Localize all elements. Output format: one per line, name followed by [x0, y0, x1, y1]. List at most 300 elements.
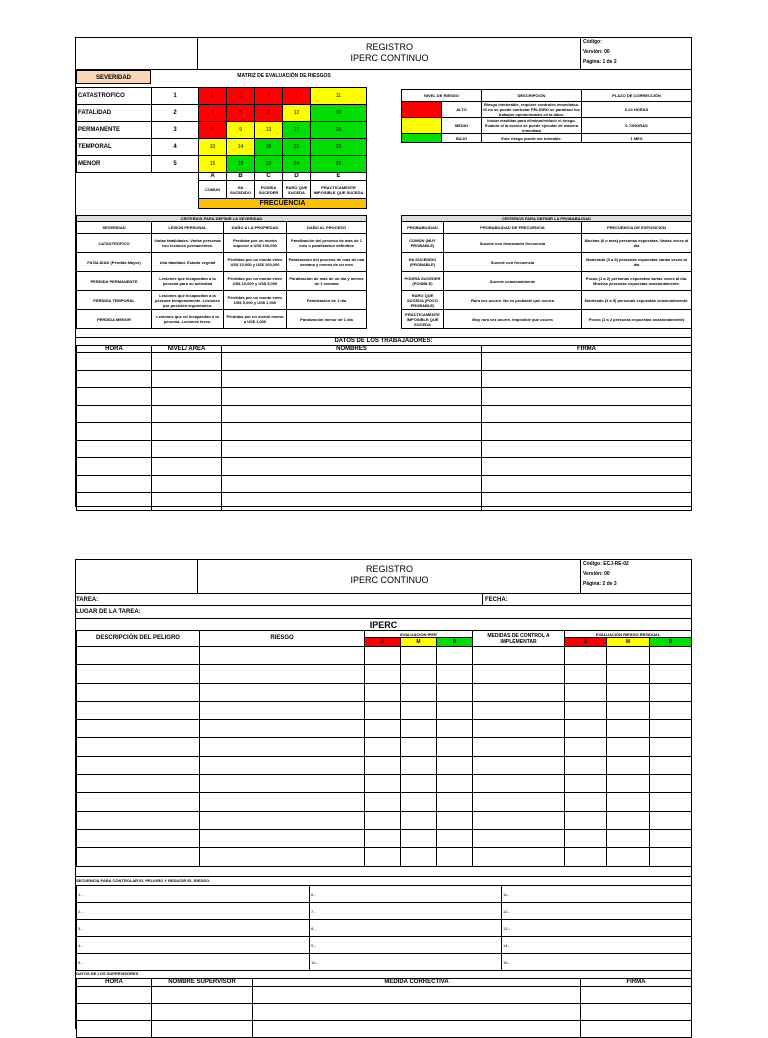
- crit-sev-cell: Varias fatalidades. Varias personas con lesiones permanentes.: [152, 234, 224, 253]
- iper-a-cell[interactable]: [365, 793, 401, 811]
- freq-label: PODRIA SUCEDER: [255, 181, 283, 199]
- matrix-cell: 17: [283, 122, 311, 139]
- tarea-label: TAREA:: [76, 597, 99, 603]
- nivel-plazo: 0-72HORAS: [582, 118, 692, 134]
- crit-sev-cell: FATALIDAD (Perdida Mayor): [77, 253, 152, 272]
- iper-m-cell[interactable]: [401, 793, 437, 811]
- secuencia-step[interactable]: 8.-: [310, 920, 502, 937]
- crit-prob-cell: Pocas (1 a 2) personas expuestas varias veces al día. Muchas personas expuestas ocasionalmente.: [582, 272, 692, 291]
- fecha-label: FECHA:: [482, 594, 508, 606]
- residual-m-cell[interactable]: [607, 720, 650, 738]
- iper-a-cell[interactable]: [365, 720, 401, 738]
- iper-a-cell[interactable]: [365, 683, 401, 701]
- worker-nombre-cell[interactable]: [222, 475, 482, 493]
- secuencia-row: [77, 937, 692, 954]
- matriz-title: MATRIZ DE EVALUACIÓN DE RIESGOS: [237, 73, 331, 79]
- residual-a-cell[interactable]: [565, 701, 607, 719]
- residual-b-cell[interactable]: [650, 738, 692, 756]
- worker-hora-cell[interactable]: [77, 440, 152, 458]
- residual-b-cell[interactable]: [650, 756, 692, 774]
- worker-row: [77, 458, 692, 476]
- residual-b-cell[interactable]: [650, 811, 692, 829]
- iperc-table: [76, 630, 692, 867]
- iper-m-cell[interactable]: [401, 701, 437, 719]
- matrix-cell: 2: [227, 88, 255, 105]
- medidas-cell[interactable]: [473, 829, 565, 847]
- iper-a: A: [365, 638, 401, 647]
- residual-a-cell[interactable]: [565, 848, 607, 866]
- nivel-color-swatch: [402, 118, 442, 134]
- iper-m-cell[interactable]: [401, 775, 437, 793]
- residual-b-cell[interactable]: [650, 665, 692, 683]
- codigo: Código:: [583, 39, 602, 45]
- secuencia-step[interactable]: 15.-: [502, 954, 692, 971]
- crit-sev-cell: PERDIDA MENOR: [77, 310, 152, 329]
- severity-number: 1: [152, 88, 199, 105]
- worker-hora-cell[interactable]: [77, 423, 152, 441]
- sup-hora-cell[interactable]: [77, 987, 152, 1004]
- iperc-row: [77, 701, 692, 719]
- residual-m-cell[interactable]: [607, 829, 650, 847]
- header2-title: [198, 564, 581, 586]
- frecuencia-label: FRECUENCIA: [199, 199, 367, 209]
- peligro-cell[interactable]: [77, 647, 200, 665]
- worker-firma-cell[interactable]: [482, 440, 692, 458]
- workers-table: [76, 345, 692, 511]
- crit-prob-cell: RARO QUE SUCEDA (POCO PROBABLE): [402, 291, 444, 310]
- residual-m-cell[interactable]: [607, 811, 650, 829]
- title2-registro: REGISTRO: [365, 564, 413, 574]
- sup-firma-header: FIRMA: [581, 979, 692, 987]
- residual-b-cell[interactable]: [650, 701, 692, 719]
- matrix-cell: 14: [227, 139, 255, 156]
- riesgo-cell[interactable]: [200, 811, 365, 829]
- nivel-plazo: 1 MES: [582, 134, 692, 143]
- worker-area-cell[interactable]: [152, 388, 222, 406]
- sup-firma-cell[interactable]: [581, 1004, 692, 1021]
- worker-nombre-cell[interactable]: [222, 353, 482, 371]
- medidas-cell[interactable]: [473, 665, 565, 683]
- iper-a-cell[interactable]: [365, 738, 401, 756]
- iper-a-cell[interactable]: [365, 848, 401, 866]
- crit-sev-cell: Pérdidas por un monto menor a US$ 1,000: [224, 310, 287, 329]
- worker-area-cell[interactable]: [152, 475, 222, 493]
- residual-b-cell[interactable]: [650, 683, 692, 701]
- secuencia-step[interactable]: 4.-: [77, 937, 310, 954]
- severity-number: 2: [152, 105, 199, 122]
- matrix-cell: 6: [199, 122, 227, 139]
- secuencia-row: [77, 920, 692, 937]
- matrix-cell: 9: [227, 122, 255, 139]
- residual-m-cell[interactable]: [607, 793, 650, 811]
- matrix-cell: 7: [283, 88, 311, 105]
- secuencia-table: [76, 885, 692, 971]
- secuencia-step[interactable]: 3.-: [77, 920, 310, 937]
- header-logo-box: [76, 38, 198, 69]
- peligro-cell[interactable]: [77, 738, 200, 756]
- riesgo-cell[interactable]: [200, 829, 365, 847]
- matrix-cell: 1: [199, 88, 227, 105]
- sup-firma-cell[interactable]: [581, 987, 692, 1004]
- sup-medida-header: MEDIDA CORRECTIVA: [253, 979, 581, 987]
- pagina: Página: 1 de 2: [583, 59, 617, 65]
- freq-letter: D: [283, 173, 311, 181]
- iper-b-cell[interactable]: [437, 647, 473, 665]
- crit-prob-cell: Sucede ocasionalmente: [444, 272, 582, 291]
- worker-nombre-cell[interactable]: [222, 388, 482, 406]
- secuencia-step[interactable]: 7.-: [310, 903, 502, 920]
- crit-prob-cell: Rara vez ocurre. No es probable que ocurra: [444, 291, 582, 310]
- crit-sev-h3: DAÑO AL PROCESO: [287, 222, 367, 234]
- peligro-cell[interactable]: [77, 756, 200, 774]
- crit-prob-cell: PODRIA SUCEDER (POSIBLE): [402, 272, 444, 291]
- iper-b-cell[interactable]: [437, 738, 473, 756]
- worker-firma-cell[interactable]: [482, 423, 692, 441]
- residual-b-cell[interactable]: [650, 720, 692, 738]
- worker-firma-cell[interactable]: [482, 405, 692, 423]
- riesgo-cell[interactable]: [200, 647, 365, 665]
- crit-prob-cell: Sucede con demasiado frecuencia: [444, 234, 582, 253]
- freq-label: PRACTICAMENTE IMPOSIBLE QUE SUCEDA: [311, 181, 367, 199]
- matrix-cell: 15: [199, 156, 227, 173]
- worker-row: [77, 440, 692, 458]
- nivel-color-swatch: [402, 134, 442, 143]
- header-title: [198, 42, 581, 64]
- peligro-cell[interactable]: [77, 701, 200, 719]
- worker-hora-cell[interactable]: [77, 405, 152, 423]
- iper-b-cell[interactable]: [437, 720, 473, 738]
- iper-m-cell[interactable]: [401, 829, 437, 847]
- supervisor-row: [77, 1021, 692, 1038]
- title-registro: REGISTRO: [365, 42, 413, 52]
- secuencia-step[interactable]: 9.-: [310, 937, 502, 954]
- peligro-cell[interactable]: [77, 793, 200, 811]
- nivel-label: ALTO: [442, 102, 482, 118]
- residual-a-cell[interactable]: [565, 738, 607, 756]
- riesgo-cell[interactable]: [200, 775, 365, 793]
- worker-row: [77, 388, 692, 406]
- riesgo-cell[interactable]: [200, 793, 365, 811]
- peligro-cell[interactable]: [77, 665, 200, 683]
- residual-a-cell[interactable]: [565, 811, 607, 829]
- medidas-cell[interactable]: [473, 701, 565, 719]
- peligro-cell[interactable]: [77, 775, 200, 793]
- crit-prob-cell: Moderado (3 a 5) personas expuestas ocasionalmente.: [582, 291, 692, 310]
- sup-nombre-cell[interactable]: [152, 1004, 253, 1021]
- iper-b-cell[interactable]: [437, 811, 473, 829]
- iper-a-cell[interactable]: [365, 665, 401, 683]
- worker-hora-cell[interactable]: [77, 370, 152, 388]
- peligro-cell[interactable]: [77, 829, 200, 847]
- worker-firma-cell[interactable]: [482, 458, 692, 476]
- residual-m-cell[interactable]: [607, 775, 650, 793]
- residual-m-cell[interactable]: [607, 756, 650, 774]
- residual-a-cell[interactable]: [565, 775, 607, 793]
- riesgo-cell[interactable]: [200, 683, 365, 701]
- secuencia-step[interactable]: 11.-: [502, 886, 692, 903]
- matrix-cell: 25: [311, 156, 367, 173]
- iper-b-cell[interactable]: [437, 775, 473, 793]
- worker-area-cell[interactable]: [152, 458, 222, 476]
- crit-sev-cell: Paralización de 1 día: [287, 291, 367, 310]
- version2: Versión: 00: [583, 571, 610, 577]
- iper-a-cell[interactable]: [365, 829, 401, 847]
- peligro-cell[interactable]: [77, 848, 200, 866]
- frequency-table: [198, 172, 367, 209]
- medidas-header: MEDIDAS DE CONTROL A IMPLEMENTAR: [473, 631, 565, 647]
- crit-sev-cell: Pérdidas por un monto superior a US$ 100,000: [224, 234, 287, 253]
- iper-b: B: [437, 638, 473, 647]
- residual-m-cell[interactable]: [607, 647, 650, 665]
- iperc-row: [77, 756, 692, 774]
- residual-b: B: [650, 638, 692, 647]
- criterios-probabilidad-table: [401, 215, 692, 329]
- severity-label: FATALIDAD: [77, 105, 152, 122]
- residual-a-cell[interactable]: [565, 665, 607, 683]
- freq-label: HA SUCEDIDO: [227, 181, 255, 199]
- iperc-title: IPERC: [369, 620, 398, 630]
- nivel-riesgo-table: [401, 89, 692, 143]
- worker-hora-cell[interactable]: [77, 353, 152, 371]
- lugar-label: LUGAR DE LA TAREA:: [76, 609, 141, 615]
- riesgo-cell[interactable]: [200, 756, 365, 774]
- sup-nombre-cell[interactable]: [152, 987, 253, 1004]
- matrix-cell: 21: [283, 139, 311, 156]
- residual-b-cell[interactable]: [650, 775, 692, 793]
- worker-area-cell[interactable]: [152, 353, 222, 371]
- secuencia-step[interactable]: 12.-: [502, 903, 692, 920]
- iper-a-cell[interactable]: [365, 756, 401, 774]
- worker-area-cell[interactable]: [152, 370, 222, 388]
- riesgo-cell[interactable]: [200, 738, 365, 756]
- medidas-cell[interactable]: [473, 775, 565, 793]
- worker-row: [77, 370, 692, 388]
- residual-b-cell[interactable]: [650, 793, 692, 811]
- eval-residual-header: EVALUACIÓN RIESGO RESIDUAL: [565, 631, 692, 638]
- secuencia-step[interactable]: 13.-: [502, 920, 692, 937]
- sup-medida-cell[interactable]: [253, 1004, 581, 1021]
- sup-hora-cell[interactable]: [77, 1004, 152, 1021]
- page-2: [75, 559, 692, 1029]
- residual-m-cell[interactable]: [607, 701, 650, 719]
- header-meta: [580, 38, 693, 69]
- crit-prob-title: CRITERIOS PARA DEFINIR LA PROBABILIDAD: [402, 216, 692, 222]
- worker-firma-cell[interactable]: [482, 370, 692, 388]
- residual-a-cell[interactable]: [565, 683, 607, 701]
- sup-firma-cell[interactable]: [581, 1021, 692, 1038]
- worker-nombre-cell[interactable]: [222, 458, 482, 476]
- header2-logo-box: [76, 560, 198, 593]
- iper-b-cell[interactable]: [437, 701, 473, 719]
- worker-hora-cell[interactable]: [77, 458, 152, 476]
- datos-trabajadores-title: DATOS DE LOS TRABAJADORES:: [76, 337, 691, 345]
- pagina2: Página: 2 de 3: [583, 581, 617, 587]
- riesgo-cell[interactable]: [200, 701, 365, 719]
- freq-letter: C: [255, 173, 283, 181]
- severity-number: 5: [152, 156, 199, 173]
- residual-m-cell[interactable]: [607, 848, 650, 866]
- secuencia-step[interactable]: 1.-: [77, 886, 310, 903]
- crit-sev-cell: Pérdidas por un monto entre US$ 10,000 y US$ 5,000: [224, 272, 287, 291]
- crit-sev-cell: Lesiones que incapacitan a la persona para su actividad: [152, 272, 224, 291]
- crit-sev-cell: PERDIDA PERMANENTE: [77, 272, 152, 291]
- worker-area-cell[interactable]: [152, 405, 222, 423]
- worker-nombre-cell[interactable]: [222, 440, 482, 458]
- secuencia-step[interactable]: 2.-: [77, 903, 310, 920]
- worker-area-cell[interactable]: [152, 423, 222, 441]
- iper-m-cell[interactable]: [401, 683, 437, 701]
- worker-nombre-cell[interactable]: [222, 423, 482, 441]
- medidas-cell[interactable]: [473, 756, 565, 774]
- worker-row: [77, 475, 692, 493]
- residual-a-cell[interactable]: [565, 647, 607, 665]
- crit-prob-cell: Moderado (3 a 5) personas expuestas varias veces al día: [582, 253, 692, 272]
- medidas-cell[interactable]: [473, 738, 565, 756]
- crit-sev-h2: DAÑO A LA PROPIEDAD: [224, 222, 287, 234]
- severity-label: CATASTROFICO: [77, 88, 152, 105]
- worker-hora-cell[interactable]: [77, 493, 152, 511]
- worker-firma-cell[interactable]: [482, 388, 692, 406]
- iper-a-cell[interactable]: [365, 647, 401, 665]
- freq-label: COMUN: [199, 181, 227, 199]
- nivel-plazo: 0-24 HORAS: [582, 102, 692, 118]
- residual-a-cell[interactable]: [565, 756, 607, 774]
- iper-m-cell[interactable]: [401, 811, 437, 829]
- matrix-cell: 10: [199, 139, 227, 156]
- desc-peligro-header: DESCRIPCIÓN DEL PELIGRO: [77, 631, 200, 647]
- iper-b-cell[interactable]: [437, 829, 473, 847]
- sup-medida-cell[interactable]: [253, 987, 581, 1004]
- matrix-cell: 18: [255, 139, 283, 156]
- worker-row: [77, 493, 692, 511]
- iperc-row: [77, 665, 692, 683]
- residual-b-cell[interactable]: [650, 829, 692, 847]
- riesgo-cell[interactable]: [200, 848, 365, 866]
- worker-hora-cell[interactable]: [77, 475, 152, 493]
- crit-sev-cell: PERDIDA TEMPORAL: [77, 291, 152, 310]
- iper-a-cell[interactable]: [365, 775, 401, 793]
- secuencia-step[interactable]: 14.-: [502, 937, 692, 954]
- riesgo-cell[interactable]: [200, 720, 365, 738]
- peligro-cell[interactable]: [77, 720, 200, 738]
- residual-b-cell[interactable]: [650, 848, 692, 866]
- peligro-cell[interactable]: [77, 683, 200, 701]
- firma-header: FIRMA: [482, 346, 692, 353]
- riesgo-cell[interactable]: [200, 665, 365, 683]
- iper-m-cell[interactable]: [401, 665, 437, 683]
- crit-sev-cell: Paralización del proceso de mas de una semana y menos de un mes: [287, 253, 367, 272]
- plazo-header: PLAZO DE CORRECCIÓN: [582, 90, 692, 102]
- worker-firma-cell[interactable]: [482, 475, 692, 493]
- iper-m-cell[interactable]: [401, 756, 437, 774]
- worker-firma-cell[interactable]: [482, 493, 692, 511]
- supervisor-row: [77, 1004, 692, 1021]
- medidas-cell[interactable]: [473, 683, 565, 701]
- iper-m: M: [401, 638, 437, 647]
- iper-b-cell[interactable]: [437, 683, 473, 701]
- iperc-row: [77, 848, 692, 866]
- worker-firma-cell[interactable]: [482, 353, 692, 371]
- iperc-row: [77, 738, 692, 756]
- residual-a-cell[interactable]: [565, 720, 607, 738]
- matrix-cell: 22: [255, 156, 283, 173]
- freq-label: RARO QUE SUCEDA: [283, 181, 311, 199]
- worker-hora-cell[interactable]: [77, 388, 152, 406]
- secuencia-title: SECUENCIA PARA CONTROLAR EL PELIGRO Y REDUCIR EL RIESGO.: [76, 876, 691, 885]
- medidas-cell[interactable]: [473, 848, 565, 866]
- crit-prob-cell: Sucede con frecuencia: [444, 253, 582, 272]
- iper-b-cell[interactable]: [437, 756, 473, 774]
- residual-m-cell[interactable]: [607, 665, 650, 683]
- residual-b-cell[interactable]: [650, 647, 692, 665]
- sup-hora-cell[interactable]: [77, 1021, 152, 1038]
- medidas-cell[interactable]: [473, 793, 565, 811]
- iper-m-cell[interactable]: [401, 738, 437, 756]
- nivel-descripcion: Riesgo intolerable, requiere controles inmediatos. Si no se puede controlar PELIGRO se paralizan los trabajos operacionales en la labor.: [483, 102, 580, 117]
- worker-nombre-cell[interactable]: [222, 370, 482, 388]
- medidas-cell[interactable]: [473, 811, 565, 829]
- secuencia-step[interactable]: 6.-: [310, 886, 502, 903]
- residual-m-cell[interactable]: [607, 738, 650, 756]
- matrix-cell: 8: [255, 105, 283, 122]
- page-1: [75, 37, 692, 507]
- residual-a-cell[interactable]: [565, 793, 607, 811]
- severity-label: TEMPORAL: [77, 139, 152, 156]
- residual-m-cell[interactable]: [607, 683, 650, 701]
- freq-letter: A: [199, 173, 227, 181]
- matrix-cell: 23: [311, 139, 367, 156]
- worker-nombre-cell[interactable]: [222, 405, 482, 423]
- secuencia-step[interactable]: 10.-: [310, 954, 502, 971]
- severidad-label: SEVERIDAD: [76, 70, 151, 84]
- title-iperc: IPERC CONTINUO: [350, 53, 429, 63]
- iper-b-cell[interactable]: [437, 793, 473, 811]
- crit-sev-cell: Lesiones que no incapacitan a la persona. Lesiones leves.: [152, 310, 224, 329]
- nivel-label: BAJO: [442, 134, 482, 143]
- tarea-row: [76, 593, 691, 606]
- crit-sev-cell: Pérdidas por un monto entre US$ 5,000 y US$ 1,000: [224, 291, 287, 310]
- iper-m-cell[interactable]: [401, 720, 437, 738]
- iper-a-cell[interactable]: [365, 701, 401, 719]
- peligro-cell[interactable]: [77, 811, 200, 829]
- secuencia-step[interactable]: 5.-: [77, 954, 310, 971]
- severity-label: MENOR: [77, 156, 152, 173]
- iper-m-cell[interactable]: [401, 647, 437, 665]
- sup-nombre-cell[interactable]: [152, 1021, 253, 1038]
- residual-a-cell[interactable]: [565, 829, 607, 847]
- crit-sev-cell: Lesiones que incapacitan a la persona temporalmente. Lesiones por posición ergonómica.: [152, 291, 224, 310]
- iperc-row: [77, 720, 692, 738]
- iper-b-cell[interactable]: [437, 665, 473, 683]
- worker-area-cell[interactable]: [152, 440, 222, 458]
- riesgo-header: RIESGO: [200, 631, 365, 647]
- medidas-cell[interactable]: [473, 647, 565, 665]
- matrix-cell: 4: [255, 88, 283, 105]
- iper-b-cell[interactable]: [437, 848, 473, 866]
- medidas-cell[interactable]: [473, 720, 565, 738]
- header2-meta: [580, 560, 693, 593]
- iperc-row: [77, 793, 692, 811]
- iper-m-cell[interactable]: [401, 848, 437, 866]
- iper-a-cell[interactable]: [365, 811, 401, 829]
- matrix-cell: 13: [255, 122, 283, 139]
- hora-header: HORA: [77, 346, 152, 353]
- worker-row: [77, 353, 692, 371]
- worker-row: [77, 423, 692, 441]
- sup-medida-cell[interactable]: [253, 1021, 581, 1038]
- worker-area-cell[interactable]: [152, 493, 222, 511]
- worker-nombre-cell[interactable]: [222, 493, 482, 511]
